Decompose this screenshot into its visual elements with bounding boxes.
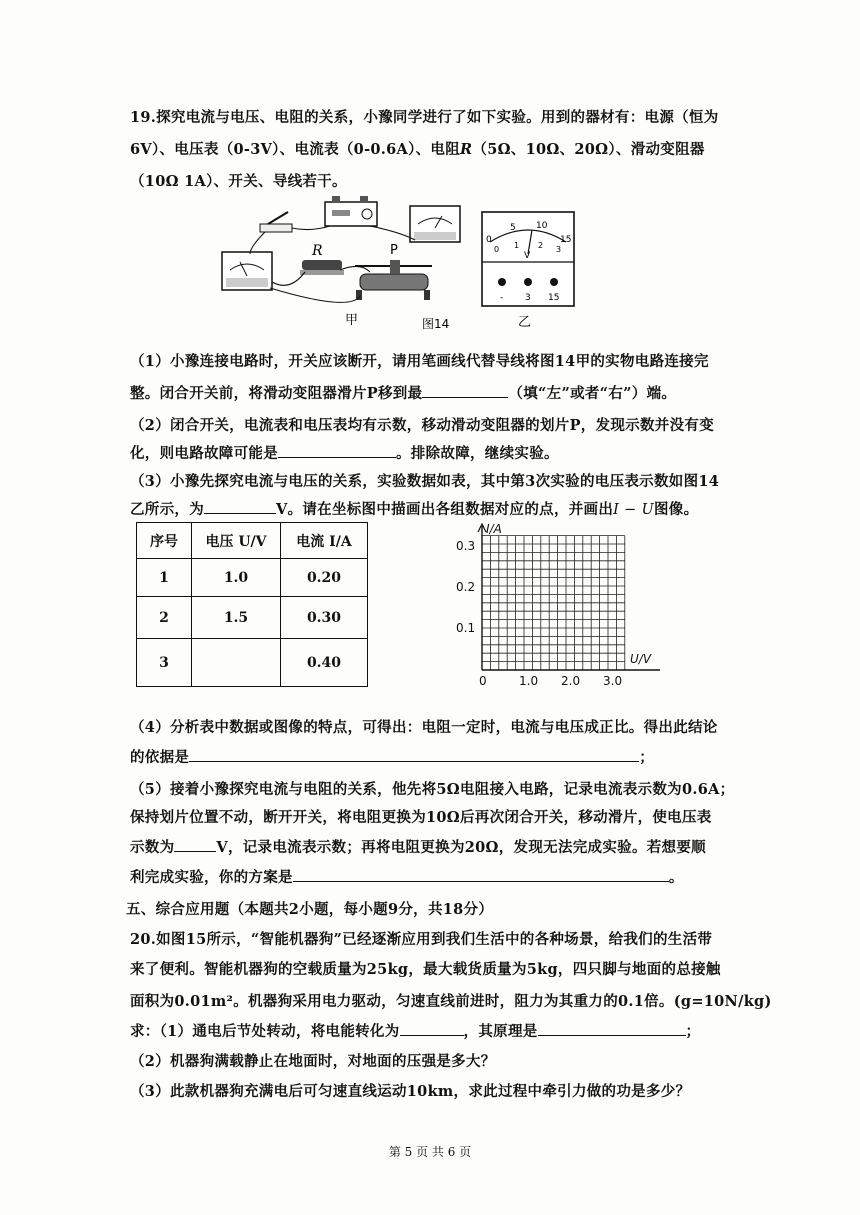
terminal-minus: - <box>500 293 504 303</box>
table-header-cell: 电压 U/V <box>192 523 281 559</box>
voltmeter-icon <box>222 252 272 290</box>
table-cell: 0.40 <box>281 639 368 687</box>
q19-part1-text: 整。闭合开关前，将滑动变阻器滑片P移到最 <box>130 385 423 402</box>
answer-blank-voltage-setting[interactable] <box>174 837 216 852</box>
table-cell: 2 <box>137 597 192 639</box>
table-header-cell: 电流 I/A <box>281 523 368 559</box>
meter-scale-5: 5 <box>510 223 516 233</box>
q20-line6: （3）此款机器狗充满电后可匀速直线运动10km，求此过程中牵引力做的功是多少？ <box>130 1083 691 1100</box>
answer-blank-direction[interactable] <box>422 383 508 398</box>
table-cell: 1.5 <box>192 597 281 639</box>
q19-part1-line2 <box>130 382 676 403</box>
answer-blank-basis[interactable] <box>189 747 639 762</box>
rheostat-icon <box>355 260 432 300</box>
answer-blank-voltage[interactable] <box>204 499 276 514</box>
table-header-cell: 序号 <box>137 523 192 559</box>
q19-part5-line3 <box>130 836 706 857</box>
x-axis-label: U/V <box>630 652 652 666</box>
q19-part5-line2: 保持划片位置不动，断开开关，将电阻更换为10Ω后再次闭合开关，移动滑片，使电压表 <box>130 809 712 826</box>
meter-scale-b3: 3 <box>556 245 562 254</box>
q19-part1-line1: （1）小豫连接电路时，开关应该断开，请用笔画线代替导线将图14甲的实物电路连接完 <box>130 353 709 370</box>
q19-part3-line1: （3）小豫先探究电流与电压的关系，实验数据如表，其中第3次实验的电压表示数如图14 <box>130 473 720 490</box>
meter-scale-15: 15 <box>560 235 572 245</box>
q19-part3-text2: V。请在坐标图中描画出各组数据对应的点，并画出 <box>276 501 614 518</box>
meter-scale-0: 0 <box>486 235 492 245</box>
ammeter-icon <box>410 206 460 242</box>
q19-part2-line2 <box>130 442 559 463</box>
q20-line1: 20.如图15所示，“智能机器狗”已经逐渐应用到我们生活中的各种场景，给我们的生活带 <box>130 931 713 948</box>
table-row <box>137 639 368 687</box>
meter-unit: V <box>524 251 531 261</box>
q19-intro-line2 <box>130 138 705 159</box>
q20-line5: （2）机器狗满载静止在地面时，对地面的压强是多大？ <box>130 1053 496 1070</box>
y-axis-label: I/A <box>486 522 502 536</box>
table-cell: 3 <box>137 639 192 687</box>
answer-blank-principle[interactable] <box>538 1021 686 1036</box>
q19-intro-line2-text: 6V）、电压表（0-3V）、电流表（0-0.6A）、电阻 <box>130 141 461 158</box>
q19-part5-line4 <box>130 866 684 887</box>
figure-caption: 图14 <box>422 317 450 331</box>
terminal-15: 15 <box>548 293 560 303</box>
x-tick: 0 <box>479 674 487 688</box>
q20-line2: 来了便利。智能机器狗的空载质量为25kg，最大载货质量为5kg，四只脚与地面的总接触 <box>130 961 721 978</box>
q20-line4-text: 求：（1）通电后节处转动，将电能转化为 <box>130 1023 400 1040</box>
table-cell: 0.30 <box>281 597 368 639</box>
q19-part5-text2: V，记录电流表示数；再将电阻更换为20Ω，发现无法完成实验。若想要顺 <box>216 839 706 856</box>
x-tick: 2.0 <box>561 674 581 688</box>
q19-intro-line2-text-b: （5Ω、10Ω、20Ω）、滑动变阻器 <box>472 141 705 158</box>
resistor-label: R <box>312 243 323 259</box>
q19-part4-line2 <box>130 746 654 767</box>
q19-intro-line3: （10Ω 1A）、开关、导线若干。 <box>130 173 347 190</box>
meter-scale-b0: 0 <box>494 245 500 254</box>
table-header-row <box>137 523 368 559</box>
figure-yi-label: 乙 <box>518 315 532 330</box>
q19-part1-tail: （填“左”或者“右”）端。 <box>508 385 677 402</box>
q20-line3: 面积为0.01m²。机器狗采用电力驱动，匀速直线前进时，阻力为其重力的0.1倍。(g=10N/kg) <box>130 993 772 1010</box>
q19-part3-tail: 图像。 <box>653 501 699 518</box>
terminal-3: 3 <box>525 293 531 303</box>
q19-part2-tail: 。排除故障，继续实验。 <box>396 445 559 462</box>
y-tick: 0.3 <box>456 539 476 553</box>
q19-part5-tail: 。 <box>668 869 684 886</box>
q19-part2-text: 化，则电路故障可能是 <box>130 445 278 462</box>
q19-intro-line1: 19.探究电流与电压、电阻的关系，小豫同学进行了如下实验。用到的器材有：电源（恒为 <box>130 109 719 126</box>
power-supply-icon <box>325 196 377 226</box>
table-cell-empty[interactable] <box>192 639 281 687</box>
answer-blank-fault[interactable] <box>278 443 396 458</box>
q19-part4-text: 的依据是 <box>130 749 190 766</box>
q20-line4-text2: ，其原理是 <box>463 1023 538 1040</box>
switch-icon <box>260 212 292 232</box>
q19-part3-text: 乙所示，为 <box>130 501 204 518</box>
slider-label: P <box>390 243 398 258</box>
q19-part4-line1: （4）分析表中数据或图像的特点，可得出：电阻一定时，电流与电压成正比。得出此结论 <box>130 719 718 736</box>
q20-line4 <box>130 1020 700 1041</box>
table-row <box>137 559 368 597</box>
resistor-symbol: R <box>460 141 473 158</box>
y-tick: 0.2 <box>456 580 476 594</box>
x-tick: 3.0 <box>603 674 623 688</box>
table-cell: 1 <box>137 559 192 597</box>
q20-line4-tail: ； <box>685 1023 701 1040</box>
q19-part5-text3: 利完成实验，你的方案是 <box>130 869 293 886</box>
graph-grid <box>482 536 625 670</box>
section-heading: 五、综合应用题（本题共2小题，每小题9分，共18分） <box>126 901 494 918</box>
resistor-icon <box>300 260 344 275</box>
iu-symbol: I − U <box>613 502 654 518</box>
answer-blank-plan[interactable] <box>293 867 669 882</box>
figure-jia-label: 甲 <box>345 313 359 328</box>
data-table <box>136 522 368 687</box>
q19-part4-tail: ； <box>639 749 655 766</box>
q19-part5-text: 示数为 <box>130 839 175 856</box>
table-row <box>137 597 368 639</box>
y-tick: 0.1 <box>456 621 476 635</box>
q19-part5-line1: （5）接着小豫探究电流与电阻的关系，他先将5Ω电阻接入电路，记录电流表示数为0.6A； <box>130 781 735 798</box>
meter-scale-b1: 1 <box>514 241 520 250</box>
x-tick: 1.0 <box>519 674 539 688</box>
meter-scale-10: 10 <box>536 221 548 231</box>
table-cell: 1.0 <box>192 559 281 597</box>
table-cell: 0.20 <box>281 559 368 597</box>
meter-scale-b2: 2 <box>538 241 544 250</box>
q19-part3-line2 <box>130 498 698 519</box>
page-footer: 第 5 页 共 6 页 <box>388 1145 472 1159</box>
circuit-figure <box>210 192 590 332</box>
answer-blank-energy[interactable] <box>400 1021 464 1036</box>
q19-part2-line1: （2）闭合开关，电流表和电压表均有示数，移动滑动变阻器的划片P，发现示数并没有变 <box>130 417 714 434</box>
